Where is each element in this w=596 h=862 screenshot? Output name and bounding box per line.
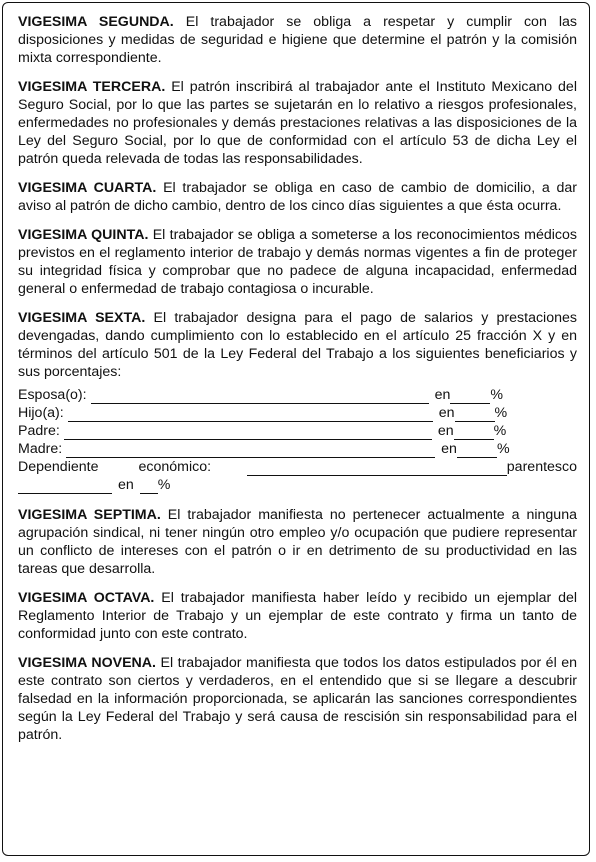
clause-text: El trabajador se obliga en caso de cambio de domicilio, a dar aviso al patrón de dicho cambio, dentro de los cinco días siguientes a que ésta ocurra.: [18, 180, 577, 214]
clause-vigesima-tercera: [18, 78, 577, 168]
parentesco-label: parentesco: [506, 459, 577, 475]
beneficiary-row-dependiente: [18, 458, 577, 476]
beneficiary-percent-sign: %: [496, 441, 510, 457]
beneficiary-percent-sign: %: [494, 405, 508, 421]
dependiente-label: Dependiente: [18, 459, 99, 475]
clause-text: El trabajador se obliga a respetar y cumplir con las disposiciones y medidas de seguridad e higiene que determine el patrón y la comisión mixta correspondiente.: [18, 14, 577, 66]
dependiente-percent-blank[interactable]: [140, 479, 158, 494]
beneficiary-en-label: en: [437, 423, 454, 439]
beneficiary-name-blank[interactable]: [68, 407, 433, 422]
clause-text: El trabajador se obliga a someterse a los reconocimientos médicos previstos en el reglamento interior de trabajo y demás normas vigentes a fin de proteger su integridad física y comprobar que no padece de alguna incapacidad, enfermedad general o enfermedad de trabajo contagiosa o incurable.: [18, 227, 577, 297]
clause-heading: VIGESIMA SEPTIMA.: [18, 507, 161, 523]
clause-vigesima-sexta: [18, 309, 577, 381]
beneficiary-name-blank[interactable]: [64, 425, 432, 440]
beneficiary-percent-sign: %: [490, 387, 504, 403]
dependiente-en-label: en: [118, 477, 134, 493]
beneficiary-percent-blank[interactable]: [455, 407, 495, 422]
beneficiary-percent-blank[interactable]: [457, 443, 497, 458]
beneficiaries-form: [18, 386, 577, 494]
clause-heading: VIGESIMA QUINTA.: [18, 227, 149, 243]
clause-vigesima-cuarta: [18, 179, 577, 215]
beneficiary-name-blank[interactable]: [91, 389, 429, 404]
clause-heading: VIGESIMA CUARTA.: [18, 180, 157, 196]
beneficiary-label: Esposa(o):: [18, 387, 87, 403]
clause-vigesima-octava: [18, 589, 577, 643]
beneficiary-row-madre: [18, 440, 577, 458]
beneficiary-row-dependiente-percent: [18, 476, 577, 494]
beneficiary-row-hijo: [18, 404, 577, 422]
beneficiary-name-blank[interactable]: [66, 443, 435, 458]
clause-heading: VIGESIMA TERCERA.: [18, 79, 166, 95]
clause-text: El trabajador manifiesta haber leído y recibido un ejemplar del Reglamento Interior de Trabajo y un ejemplar de este contrato y firma un tanto de conformidad junto con este contrato.: [18, 590, 578, 642]
beneficiary-row-padre: [18, 422, 577, 440]
beneficiary-row-esposa: [18, 386, 577, 404]
clause-vigesima-novena: [18, 654, 577, 744]
beneficiary-percent-blank[interactable]: [450, 389, 490, 404]
beneficiary-percent-sign: %: [493, 423, 507, 439]
beneficiary-label: Padre:: [18, 423, 60, 439]
economico-label: económico:: [138, 459, 212, 475]
clause-text: El trabajador manifiesta que todos los datos estipulados por él en este contrato son ciertos y verdaderos, en el entendido que si se llegare a descubrir falsedad en la información proporcionada, se aplicarán las sanciones correspondientes según la Ley Federal del Trabajo y será causa de rescisión sin responsabilidad para el patrón.: [18, 655, 578, 743]
clause-text: El patrón inscribirá al trabajador ante el Instituto Mexicano del Seguro Social, por lo que las partes se sujetarán en lo relativo a riesgos profesionales, enfermedades no profesionales y demás prestaciones relativas a las disposiciones de la Ley del Seguro Social, por lo que de conformidad con el artículo 53 de dicha Ley el patrón queda relevada de todas las responsabilidades.: [18, 79, 577, 167]
beneficiary-en-label: en: [438, 405, 455, 421]
clause-heading: VIGESIMA NOVENA.: [18, 655, 156, 671]
clause-text: El trabajador manifiesta no pertenecer actualmente a ninguna agrupación sindical, ni tener ningún otro empleo y/o ocupación que pudiere representar un conflicto de intereses con el patrón o ir en detrimento de su productividad en las tareas que desarrolla.: [18, 507, 577, 577]
clause-vigesima-segunda: [18, 13, 577, 67]
contract-page: [18, 13, 577, 755]
beneficiary-percent-blank[interactable]: [454, 425, 494, 440]
beneficiary-en-label: en: [434, 387, 451, 403]
beneficiary-label: Madre:: [18, 441, 63, 457]
clause-heading: VIGESIMA SEXTA.: [18, 310, 146, 326]
clause-heading: VIGESIMA SEGUNDA.: [18, 14, 174, 30]
clause-text: El trabajador designa para el pago de salarios y prestaciones devengadas, dando cumplimiento con lo establecido en el artículo 25 fracción X y en términos del artículo 501 de la Ley Federal del Trabajo a los siguientes beneficiarios y sus porcentajes:: [18, 310, 577, 380]
dependiente-name-blank[interactable]: [247, 461, 507, 476]
beneficiary-label: Hijo(a):: [18, 405, 64, 421]
clause-heading: VIGESIMA OCTAVA.: [18, 590, 155, 606]
clause-vigesima-septima: [18, 506, 577, 578]
beneficiary-en-label: en: [441, 441, 457, 457]
clause-vigesima-quinta: [18, 226, 577, 298]
dependiente-percent-sign: %: [157, 477, 171, 493]
parentesco-blank[interactable]: [18, 479, 112, 494]
